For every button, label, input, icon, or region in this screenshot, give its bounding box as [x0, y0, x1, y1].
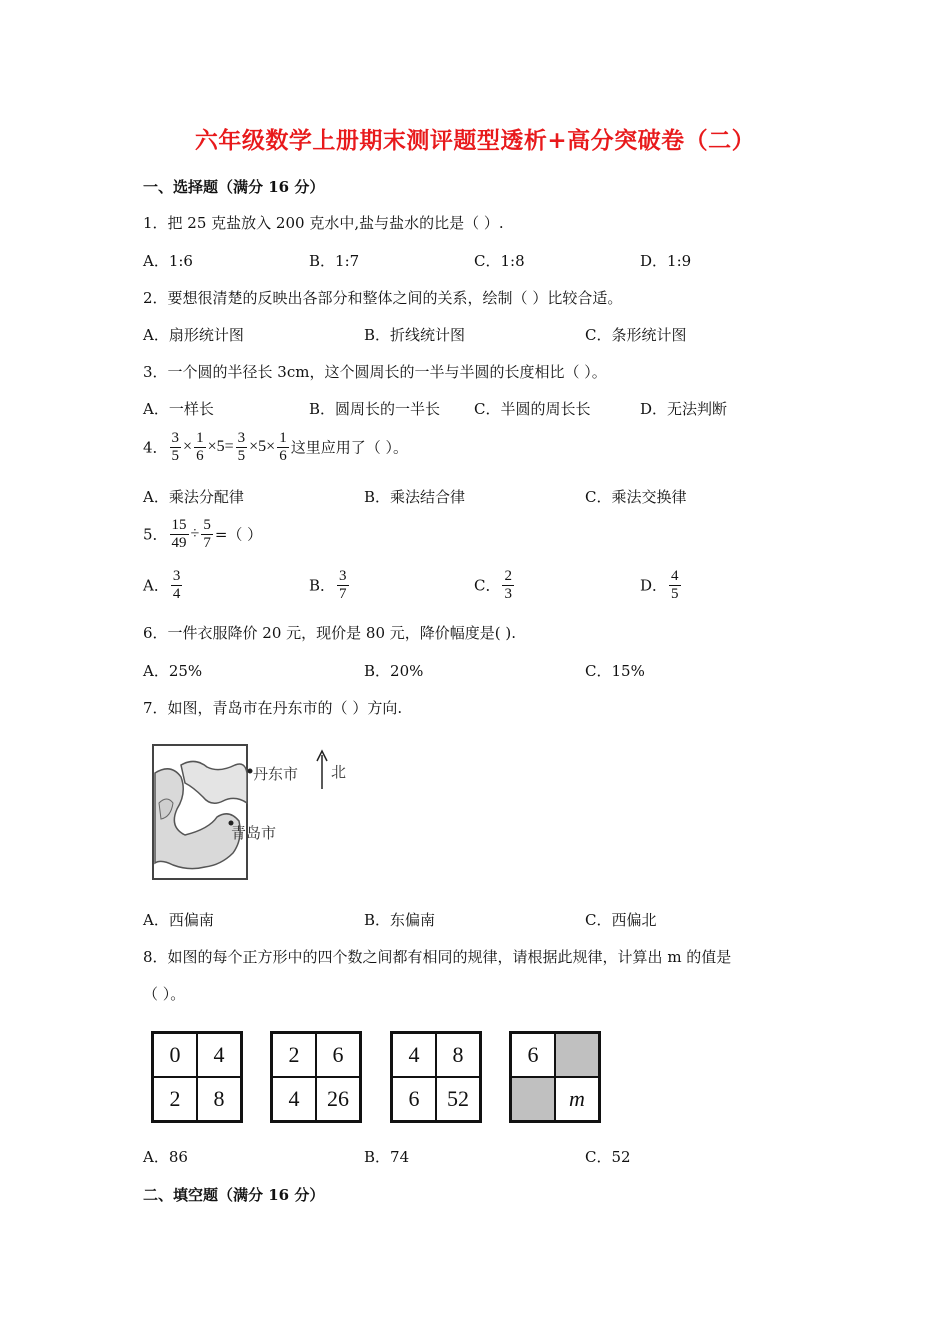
square-4-shaded-cell [555, 1033, 599, 1077]
q5-option-d-fraction [669, 568, 681, 602]
question-8-blank: （ ）。 [143, 985, 186, 1003]
square-1-cell: 4 [197, 1033, 241, 1077]
map-svg [151, 743, 351, 883]
square-4-cell: 6 [511, 1033, 555, 1077]
q4-times-4: × [266, 438, 276, 455]
square-3-cell: 8 [436, 1033, 480, 1077]
q1-option-c: C．1:8 [474, 252, 525, 270]
question-5 [143, 517, 262, 551]
q4-f4-numerator: 1 [279, 430, 287, 446]
q4-five-2: 5 [258, 438, 267, 455]
q4-times-3: × [249, 438, 259, 455]
q5-option-c-denominator: 3 [504, 585, 512, 602]
q4-f4-denominator: 6 [279, 447, 287, 464]
q4-times-2: × [207, 438, 217, 455]
q2-option-b: B．折线统计图 [364, 326, 466, 344]
question-3: 3．一个圆的半径长 3cm，这个圆周长的一半与半圆的长度相比（ ）。 [143, 363, 607, 381]
q8-option-a: A．86 [143, 1148, 188, 1166]
square-2-cell: 6 [316, 1033, 360, 1077]
section-heading-choice: 一、选择题（满分 16 分） [143, 178, 325, 196]
q5-fraction-2 [201, 517, 213, 551]
question-4 [143, 430, 408, 464]
q4-f2-numerator: 1 [196, 430, 204, 446]
q5-option-a-fraction [171, 568, 183, 602]
dandong-marker [248, 769, 253, 774]
square-4-unknown-m: m [555, 1077, 599, 1121]
q2-option-c: C．条形统计图 [585, 326, 687, 344]
q6-option-b: B．20% [364, 662, 424, 680]
square-1-cell: 2 [153, 1077, 197, 1121]
map-label-dandong: 丹东市 [253, 765, 299, 783]
q5-option-a-label: A． [143, 576, 169, 595]
map-label-qingdao: 青岛市 [231, 824, 277, 842]
q4-option-b: B．乘法结合律 [364, 488, 466, 506]
q4-f1-denominator: 5 [171, 447, 180, 464]
q5-option-d-denominator: 5 [671, 585, 679, 602]
q7-option-c: C．西偏北 [585, 911, 657, 929]
q6-option-a: A．25% [143, 662, 203, 680]
q5-divide: ÷ [190, 525, 200, 542]
q5-option-c [474, 568, 516, 602]
q5-option-d-label: D． [640, 576, 668, 595]
question-6: 6．一件衣服降价 20 元，现价是 80 元，降价幅度是( ). [143, 624, 517, 642]
q4-f2-denominator: 6 [196, 447, 204, 464]
number-square-4 [509, 1031, 601, 1123]
q7-option-a: A．西偏南 [143, 911, 214, 929]
q3-option-a: A．一样长 [143, 400, 214, 418]
number-square-1 [151, 1031, 243, 1123]
question-7: 7．如图，青岛市在丹东市的（ ）方向. [143, 699, 403, 717]
q4-times-1: × [183, 438, 193, 455]
q4-tail: 这里应用了（ ）。 [290, 438, 408, 457]
q5-tail: =（ ） [214, 525, 263, 544]
q5-option-a-denominator: 4 [172, 585, 181, 602]
q5-f1-denominator: 49 [171, 534, 187, 551]
square-2-cell: 2 [272, 1033, 316, 1077]
q5-option-b-denominator: 7 [339, 585, 347, 602]
q5-option-b [309, 568, 351, 602]
q5-option-d [640, 568, 683, 602]
q4-fraction-4 [277, 430, 289, 464]
map-figure [151, 743, 351, 887]
q4-five-1: 5 [216, 438, 225, 455]
q4-f3-denominator: 5 [237, 447, 246, 464]
q4-f1-numerator: 3 [171, 430, 180, 446]
q8-option-b: B．74 [364, 1148, 410, 1166]
q5-option-c-numerator: 2 [504, 568, 512, 584]
question-1: 1．把 25 克盐放入 200 克水中,盐与盐水的比是（ ）. [143, 214, 504, 232]
q5-option-b-label: B． [309, 576, 336, 595]
q4-number: 4． [143, 438, 168, 457]
q8-option-c: C．52 [585, 1148, 631, 1166]
square-3-cell: 4 [392, 1033, 436, 1077]
square-3-cell: 6 [392, 1077, 436, 1121]
square-2-cell: 26 [316, 1077, 360, 1121]
q1-option-b: B．1:7 [309, 252, 360, 270]
q6-option-c: C．15% [585, 662, 645, 680]
q4-option-c: C．乘法交换律 [585, 488, 687, 506]
square-4-shaded-cell [511, 1077, 555, 1121]
q2-option-a: A．扇形统计图 [143, 326, 244, 344]
q4-option-a: A．乘法分配律 [143, 488, 244, 506]
q5-number: 5． [143, 525, 168, 544]
q7-option-b: B．东偏南 [364, 911, 436, 929]
q3-option-c: C．半圆的周长长 [474, 400, 591, 418]
q5-f2-numerator: 5 [203, 517, 211, 533]
square-1-cell: 0 [153, 1033, 197, 1077]
q4-fraction-1 [170, 430, 182, 464]
q5-option-c-fraction [502, 568, 514, 602]
q1-option-d: D．1:9 [640, 252, 692, 270]
square-3-cell: 52 [436, 1077, 480, 1121]
q5-f1-numerator: 15 [171, 517, 187, 533]
q4-fraction-3 [236, 430, 248, 464]
number-square-3 [390, 1031, 482, 1123]
page-title: 六年级数学上册期末测评题型透析+高分突破卷（二） [194, 127, 756, 154]
section-heading-fill: 二、填空题（满分 16 分） [143, 1186, 325, 1204]
q5-option-a [143, 568, 184, 602]
q1-option-a: A．1:6 [143, 252, 193, 270]
q3-option-d: D．无法判断 [640, 400, 728, 418]
q4-fraction-2 [194, 430, 206, 464]
square-1-cell: 8 [197, 1077, 241, 1121]
q5-option-b-fraction [337, 568, 349, 602]
q5-f2-denominator: 7 [203, 534, 211, 551]
q3-option-b: B．圆周长的一半长 [309, 400, 441, 418]
map-label-north: 北 [331, 763, 347, 781]
number-square-2 [270, 1031, 362, 1123]
square-2-cell: 4 [272, 1077, 316, 1121]
q5-option-a-numerator: 3 [172, 568, 181, 584]
q4-equals: = [224, 438, 234, 455]
q5-option-d-numerator: 4 [671, 568, 679, 584]
question-2: 2．要想很清楚的反映出各部分和整体之间的关系，绘制（ ）比较合适。 [143, 289, 623, 307]
question-8: 8．如图的每个正方形中的四个数之间都有相同的规律，请根据此规律，计算出 m 的值是 [143, 948, 732, 966]
q5-fraction-1 [170, 517, 189, 551]
q5-option-b-numerator: 3 [339, 568, 347, 584]
q4-f3-numerator: 3 [237, 430, 246, 446]
q5-option-c-label: C． [474, 576, 501, 595]
